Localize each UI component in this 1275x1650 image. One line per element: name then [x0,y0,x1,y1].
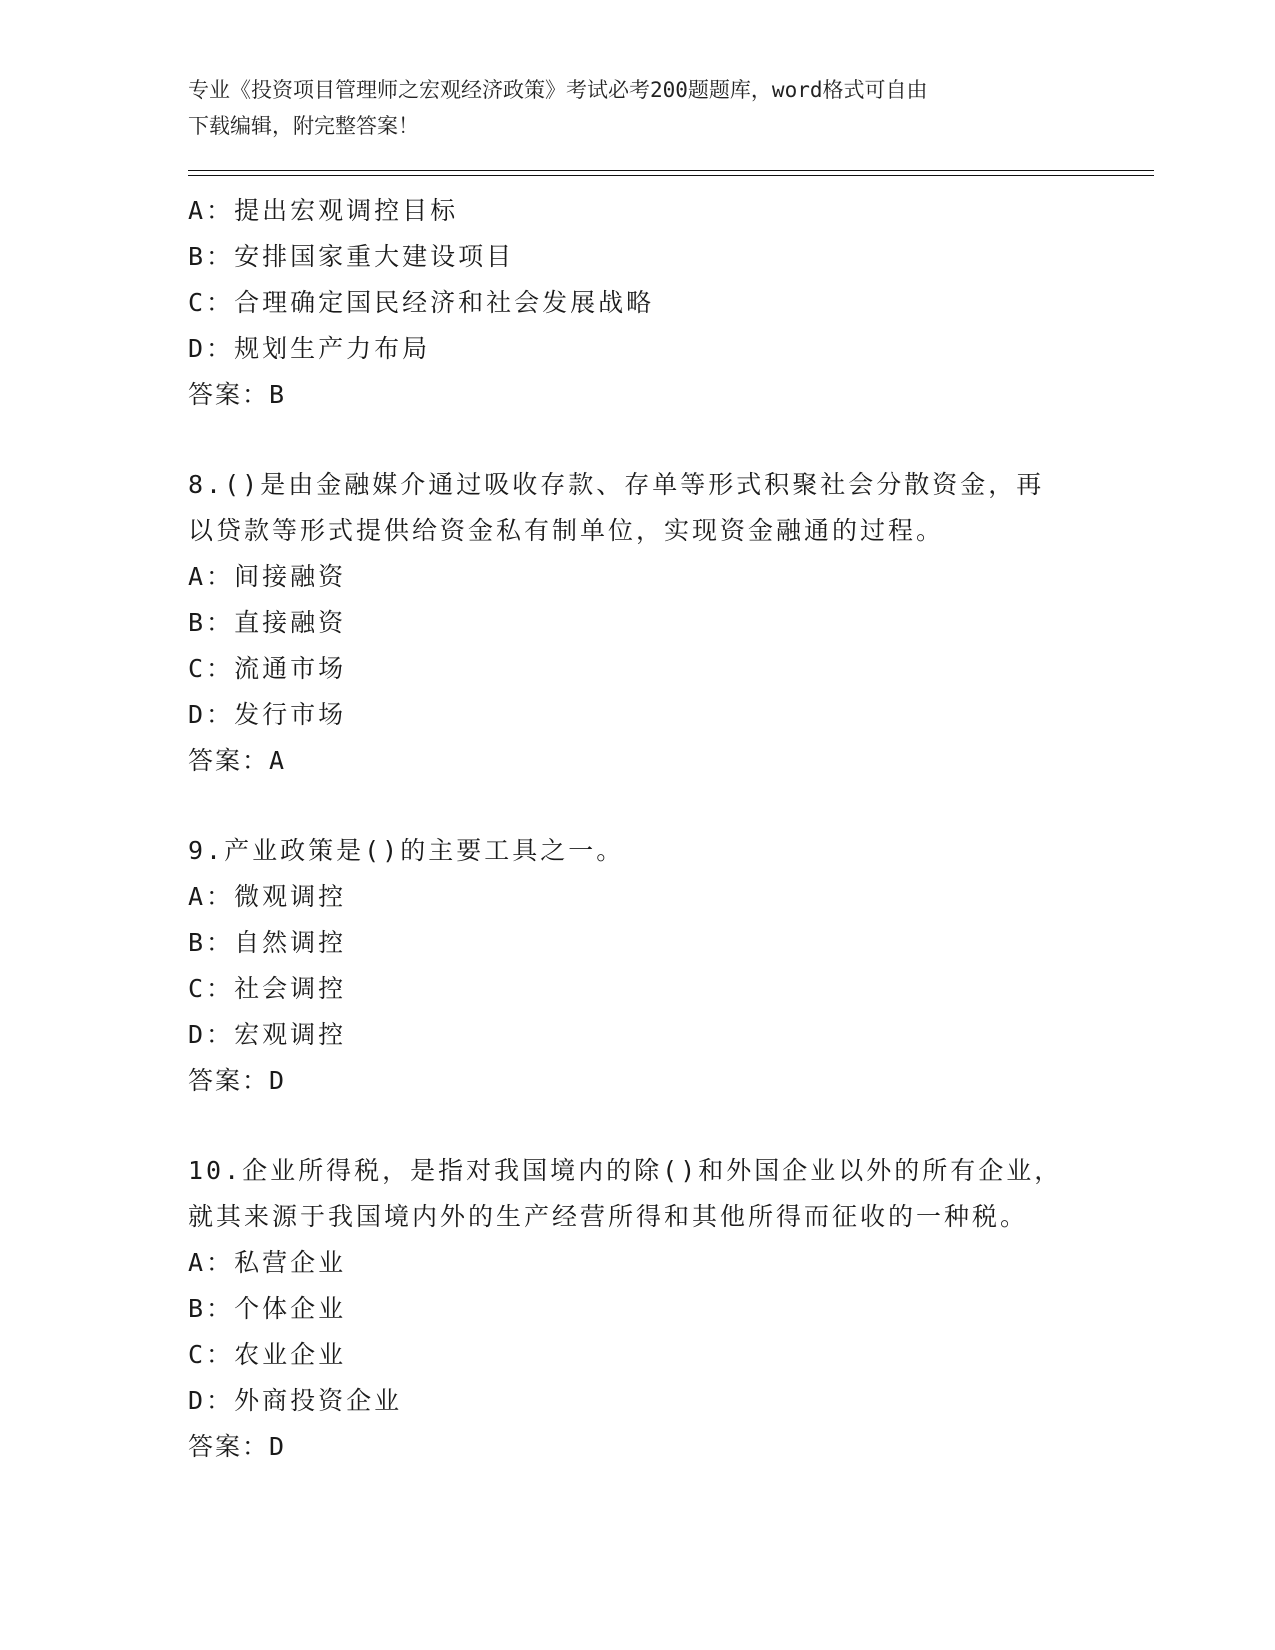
answer-value: B [269,380,285,409]
header-line-2: 下载编辑，附完整答案！ [188,114,419,138]
option-c: C：农业企业 [188,1340,347,1369]
header-divider-bottom [188,175,1154,176]
option-d: D：宏观调控 [188,1020,347,1049]
option-d: D：发行市场 [188,700,347,729]
question-9 [188,828,1068,1104]
option-c: C：合理确定国民经济和社会发展战略 [188,288,655,317]
option-a: A：间接融资 [188,562,347,591]
option-a: A：微观调控 [188,882,347,911]
option-b: B：个体企业 [188,1294,347,1323]
question-text-line-2: 就其来源于我国境内外的生产经营所得和其他所得而征收的一种税。 [188,1202,1029,1231]
option-a: A：提出宏观调控目标 [188,196,459,225]
question-text-line-1: 10.企业所得税，是指对我国境内的除()和外国企业以外的所有企业， [188,1156,1063,1185]
answer-line: 答案：D [188,1432,285,1461]
option-d: D：规划生产力布局 [188,334,431,363]
question-10 [188,1148,1068,1470]
question-7 [188,188,1068,418]
question-list [188,188,1068,1514]
document-header [188,72,1068,144]
question-text-line-2: 以贷款等形式提供给资金私有制单位，实现资金融通的过程。 [188,516,945,545]
option-c: C：流通市场 [188,654,347,683]
question-text-line-1: 9.产业政策是()的主要工具之一。 [188,836,625,865]
answer-value: D [269,1432,285,1461]
option-d: D：外商投资企业 [188,1386,403,1415]
option-a: A：私营企业 [188,1248,347,1277]
question-text-line-1: 8.()是由金融媒介通过吸收存款、存单等形式积聚社会分散资金，再 [188,470,1045,499]
option-c: C：社会调控 [188,974,347,1003]
answer-line: 答案：D [188,1066,285,1095]
option-b: B：直接融资 [188,608,347,637]
option-b: B：安排国家重大建设项目 [188,242,515,271]
answer-line: 答案：A [188,746,285,775]
header-line-1: 专业《投资项目管理师之宏观经济政策》考试必考200题题库，word格式可自由 [188,78,928,102]
option-b: B：自然调控 [188,928,347,957]
question-8 [188,462,1068,784]
answer-value: D [269,1066,285,1095]
header-divider-top [188,170,1154,171]
answer-value: A [269,746,285,775]
answer-line: 答案：B [188,380,285,409]
